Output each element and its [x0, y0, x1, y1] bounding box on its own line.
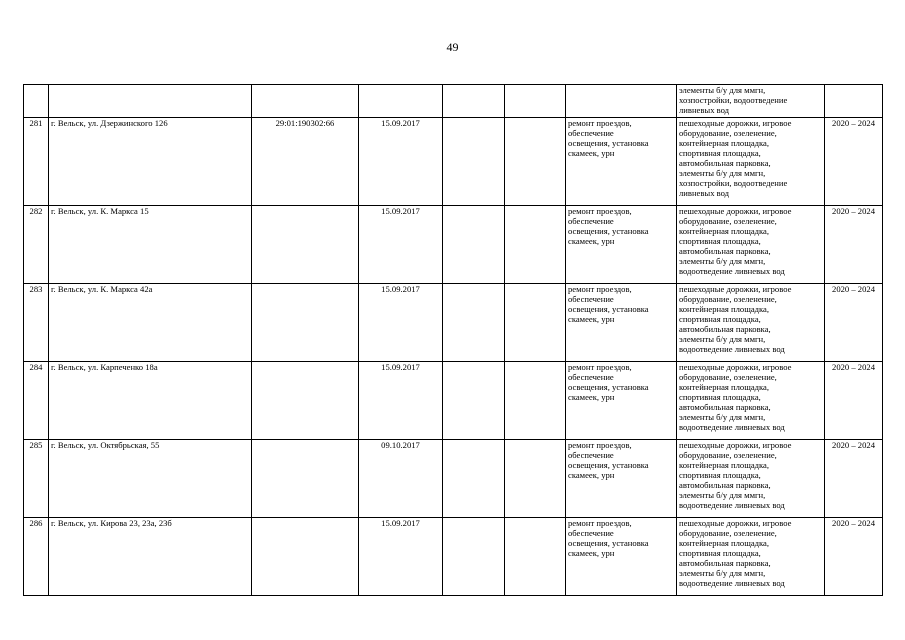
cell-empty — [505, 85, 566, 118]
table-row — [24, 118, 883, 206]
cell-empty — [443, 284, 505, 362]
cell-period: 2020 – 2024 — [825, 118, 883, 206]
cell-num: 284 — [24, 362, 49, 440]
cell-empty — [505, 206, 566, 284]
registry-table — [23, 84, 883, 596]
cell-empty — [505, 284, 566, 362]
cell-extra: пешеходные дорожки, игровое оборудование, озеленение, контейнерная площадка, спортивная площадка, автомобильная парковка, элементы б/у для ммгн, водоотведение ливневых вод — [677, 518, 825, 596]
table-row — [24, 518, 883, 596]
cell-period: 2020 – 2024 — [825, 206, 883, 284]
cell-works: ремонт проездов, обеспечение освещения, установка скамеек, урн — [566, 284, 677, 362]
cell-extra: пешеходные дорожки, игровое оборудование, озеленение, контейнерная площадка, спортивная площадка, автомобильная парковка, элементы б/у для ммгн, водоотведение ливневых вод — [677, 440, 825, 518]
cell-extra: пешеходные дорожки, игровое оборудование, озеленение, контейнерная площадка, спортивная площадка, автомобильная парковка, элементы б/у для ммгн, водоотведение ливневых вод — [677, 284, 825, 362]
cell-address: г. Вельск, ул. Октябрьская, 55 — [49, 440, 252, 518]
cell-cadastral — [252, 85, 359, 118]
cell-num: 282 — [24, 206, 49, 284]
cell-empty — [443, 118, 505, 206]
page-number: 49 — [446, 40, 459, 54]
cell-date: 15.09.2017 — [359, 206, 443, 284]
cell-empty — [505, 440, 566, 518]
cell-address — [49, 85, 252, 118]
cell-num — [24, 85, 49, 118]
table-row-continuation — [24, 85, 883, 118]
cell-period — [825, 85, 883, 118]
cell-date — [359, 85, 443, 118]
cell-empty — [505, 518, 566, 596]
cell-date: 15.09.2017 — [359, 118, 443, 206]
cell-period: 2020 – 2024 — [825, 284, 883, 362]
cell-num: 286 — [24, 518, 49, 596]
cell-cadastral — [252, 440, 359, 518]
cell-empty — [443, 85, 505, 118]
cell-works: ремонт проездов, обеспечение освещения, установка скамеек, урн — [566, 118, 677, 206]
cell-empty — [443, 518, 505, 596]
cell-works: ремонт проездов, обеспечение освещения, установка скамеек, урн — [566, 518, 677, 596]
cell-address: г. Вельск, ул. К. Маркса 15 — [49, 206, 252, 284]
table-row — [24, 440, 883, 518]
cell-period: 2020 – 2024 — [825, 362, 883, 440]
cell-num: 281 — [24, 118, 49, 206]
cell-address: г. Вельск, ул. Кирова 23, 23а, 23б — [49, 518, 252, 596]
cell-cadastral — [252, 518, 359, 596]
cell-empty — [505, 362, 566, 440]
cell-cadastral — [252, 362, 359, 440]
cell-address: г. Вельск, ул. К. Маркса 42а — [49, 284, 252, 362]
cell-cadastral — [252, 284, 359, 362]
cell-extra: элементы б/у для ммгн, хозпостройки, водоотведение ливневых вод — [677, 85, 825, 118]
cell-cadastral: 29:01:190302:66 — [252, 118, 359, 206]
cell-address: г. Вельск, ул. Карпеченко 18а — [49, 362, 252, 440]
cell-works: ремонт проездов, обеспечение освещения, установка скамеек, урн — [566, 206, 677, 284]
cell-address: г. Вельск, ул. Дзержинского 126 — [49, 118, 252, 206]
cell-date: 15.09.2017 — [359, 518, 443, 596]
cell-num: 285 — [24, 440, 49, 518]
table-row — [24, 284, 883, 362]
cell-empty — [443, 362, 505, 440]
cell-extra: пешеходные дорожки, игровое оборудование, озеленение, контейнерная площадка, спортивная площадка, автомобильная парковка, элементы б/у для ммгн, водоотведение ливневых вод — [677, 362, 825, 440]
cell-period: 2020 – 2024 — [825, 440, 883, 518]
cell-date: 09.10.2017 — [359, 440, 443, 518]
cell-num: 283 — [24, 284, 49, 362]
cell-empty — [443, 206, 505, 284]
cell-empty — [505, 118, 566, 206]
table-row — [24, 206, 883, 284]
cell-date: 15.09.2017 — [359, 362, 443, 440]
cell-works — [566, 85, 677, 118]
cell-period: 2020 – 2024 — [825, 518, 883, 596]
cell-works: ремонт проездов, обеспечение освещения, установка скамеек, урн — [566, 362, 677, 440]
cell-empty — [443, 440, 505, 518]
cell-cadastral — [252, 206, 359, 284]
cell-works: ремонт проездов, обеспечение освещения, установка скамеек, урн — [566, 440, 677, 518]
cell-date: 15.09.2017 — [359, 284, 443, 362]
cell-extra: пешеходные дорожки, игровое оборудование, озеленение, контейнерная площадка, спортивная площадка, автомобильная парковка, элементы б/у для ммгн, хозпостройки, водоотведение ливневых вод — [677, 118, 825, 206]
table-row — [24, 362, 883, 440]
cell-extra: пешеходные дорожки, игровое оборудование, озеленение, контейнерная площадка, спортивная площадка, автомобильная парковка, элементы б/у для ммгн, водоотведение ливневых вод — [677, 206, 825, 284]
